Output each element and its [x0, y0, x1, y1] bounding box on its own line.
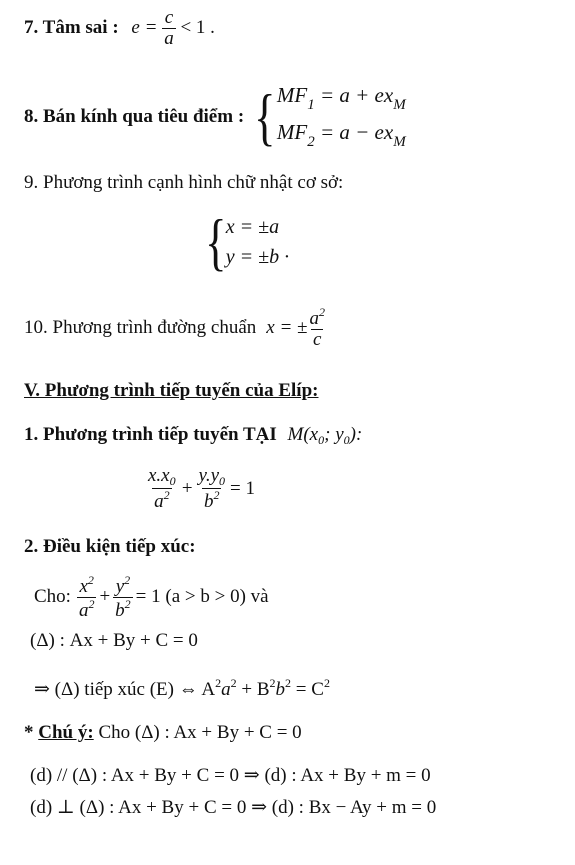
sub-1-label: 1. Phương trình tiếp tuyến TẠI	[24, 424, 277, 445]
frac-num: c	[164, 7, 174, 28]
eccentricity-tail: < 1 .	[180, 16, 215, 38]
cho-line: Cho: $\frac{x^2}{a^2}$ + $\frac{y^2}{b^2}$ = 1 (a > b > 0) và	[34, 573, 269, 621]
parallel-rule: (d) // (Δ) : Ax + By + C = 0 ⇒ (d) : Ax + By + m = 0	[30, 765, 431, 786]
directrix-lhs: x = ±	[266, 316, 308, 338]
directrix-fraction: $\frac{a^2}{c}$	[309, 305, 325, 350]
item-9-label: 9. Phương trình cạnh hình chữ nhật cơ sở:	[24, 172, 344, 193]
delta-equation: (Δ) : Ax + By + C = 0	[30, 630, 198, 651]
tangent-point: $M(x_0$; $y_0$):	[287, 424, 363, 447]
line-x: x = ±a	[225, 216, 280, 238]
item-10-label: 10. Phương trình đường chuẩn	[24, 316, 257, 338]
item-10	[24, 306, 327, 350]
note-label: Chú ý:	[38, 722, 94, 743]
sub-1	[24, 424, 362, 448]
focal-radius-1: $MF_1 = a + ex_M$	[276, 83, 406, 113]
note: * Chú ý: Cho (Δ) : Ax + By + C = 0	[24, 722, 302, 743]
perpendicular-rule: (d) ⊥ (Δ) : Ax + By + C = 0 ⇒ (d) : Bx − Ay + m = 0	[30, 797, 437, 818]
tangency-condition: ⇒ (Δ) tiếp xúc (E) ⇔ $A^2a^2 + B^2b^2 = C^2$	[34, 676, 330, 700]
item-9-system	[205, 206, 290, 277]
section-5-title: V. Phương trình tiếp tuyến của Elíp:	[24, 380, 319, 401]
item-8	[24, 80, 406, 153]
focal-radius-system	[277, 80, 406, 153]
brace: {	[254, 80, 276, 152]
item-7-label: 7. Tâm sai :	[24, 16, 119, 38]
brace: {	[205, 206, 227, 277]
tangent-equation: $\frac{x.x_0}{a^2}$ + $\frac{y.y_0}{b^2}$ = 1	[148, 465, 255, 512]
item-8-label: 8. Bán kính qua tiêu điểm :	[24, 105, 245, 127]
eccentricity-lhs: e =	[131, 16, 158, 38]
item-7	[24, 8, 215, 49]
line-y: y = ±b ·	[225, 246, 290, 268]
eccentricity-fraction	[162, 8, 176, 49]
frac-den: a	[164, 27, 174, 49]
focal-radius-2: $MF_2 = a - ex_M$	[276, 119, 406, 150]
sub-2-label: 2. Điều kiện tiếp xúc:	[24, 536, 196, 557]
